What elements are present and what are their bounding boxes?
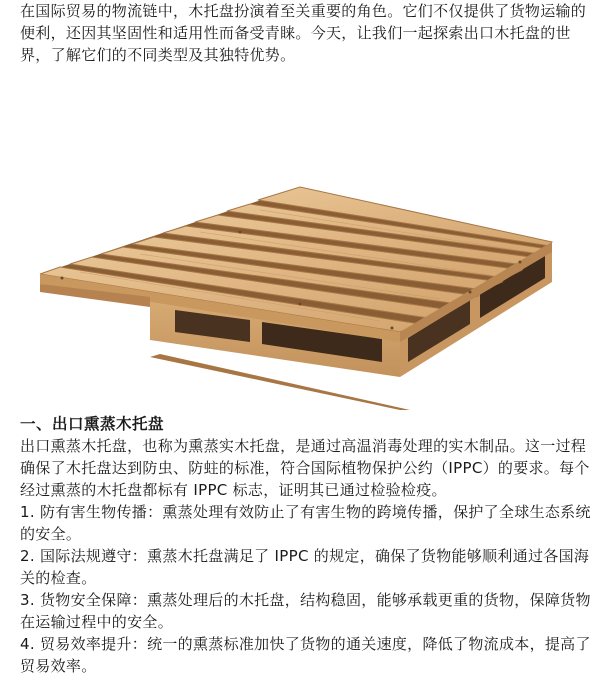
list-item: 1. 防有害生物传播：熏蒸处理有效防止了有害生物的跨境传播，保护了全球生态系统的安全。 bbox=[20, 503, 591, 543]
wooden-pallet-image bbox=[0, 92, 600, 410]
list-item: 4. 贸易效率提升：统一的熏蒸标准加快了货物的通关速度，降低了物流成本，提高了贸易效率。 bbox=[20, 635, 591, 675]
list-item: 2. 国际法规遵守：熏蒸木托盘满足了 IPPC 的规定，确保了货物能够顺利通过各国海关的检查。 bbox=[20, 547, 590, 587]
intro-paragraph: 在国际贸易的物流链中，木托盘扮演着至关重要的角色。它们不仅提供了货物运输的便利，还因其坚固性和适用性而备受青睐。今天，让我们一起探索出口木托盘的世界，了解它们的不同类型及其独特优势。 bbox=[20, 2, 587, 64]
list-item: 3. 货物安全保障：熏蒸处理后的木托盘，结构稳固，能够承载更重的货物，保障货物在运输过程中的安全。 bbox=[20, 591, 591, 631]
section-heading: 一、出口熏蒸木托盘 bbox=[20, 415, 165, 433]
section-fumigated-pallet bbox=[0, 413, 600, 677]
section-description: 出口熏蒸木托盘，也称为熏蒸实木托盘，是通过高温消毒处理的实木制品。这一过程确保了木托盘达到防虫、防蛀的标准，符合国际植物保护公约（IPPC）的要求。每个经过熏蒸的木托盘都标有 IPPC 标志，证明其已通过检验检疫。 bbox=[20, 437, 590, 499]
